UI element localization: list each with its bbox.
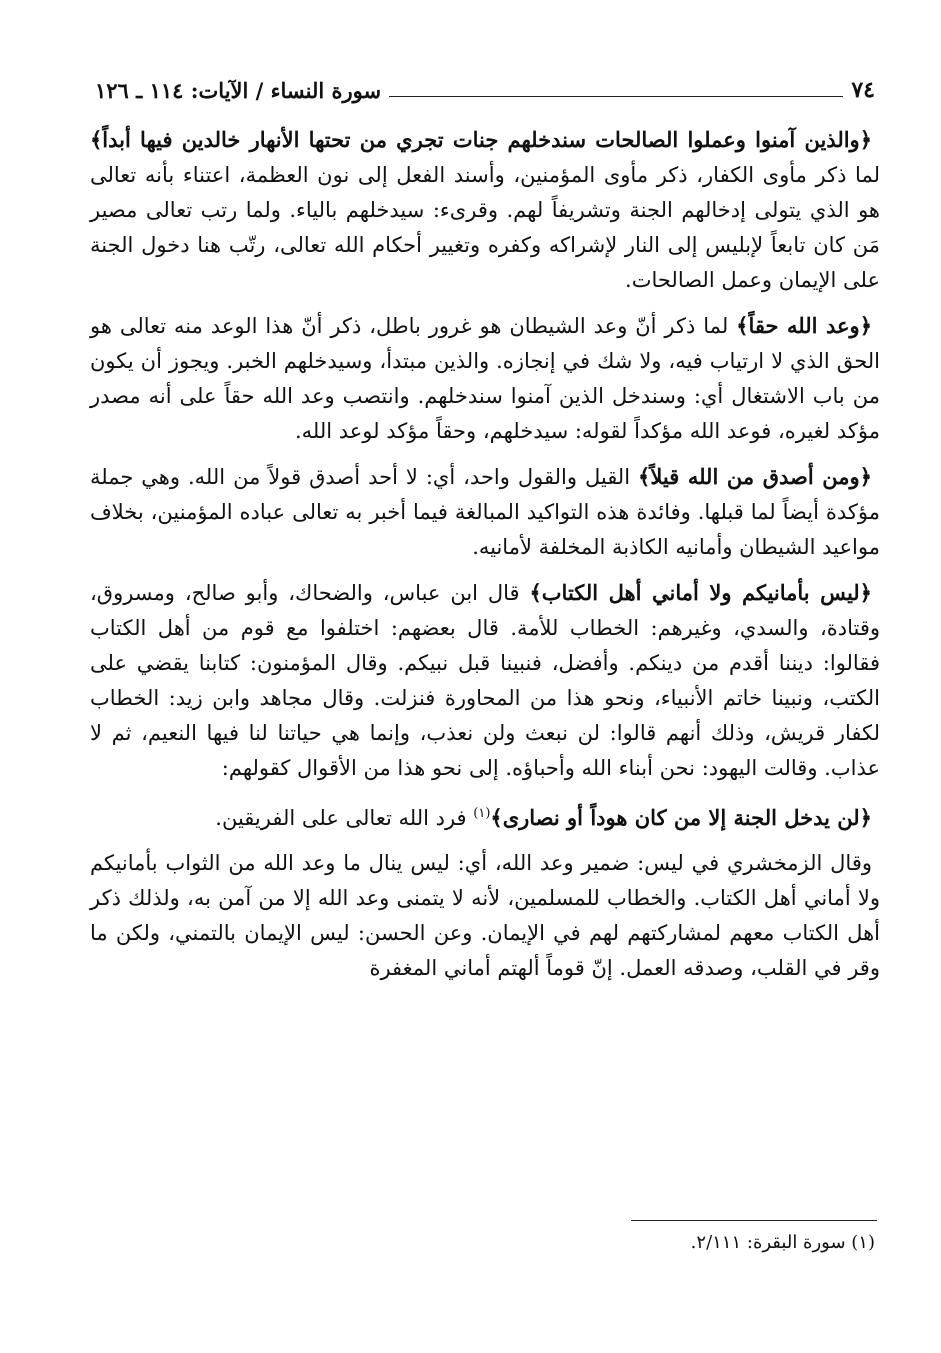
paragraph-2 [90,308,880,449]
paragraph-4 [90,575,880,786]
footnote-rule [631,1220,877,1221]
paragraph-text: لما ذكر أنّ وعد الشيطان هو غرور باطل، ذكر أنّ هذا الوعد منه تعالى هو الحق الذي لا ارتياب فيه، ولا شك في إنجازه. والذين مبتدأ، وسيدخلهم الخبر. ويجوز أن يكون من باب الاشتغال أي: وسندخل الذين آمنوا سندخلهم. وانتصب وعد الله حقاً على أنه مصدر مؤكد لغيره، فوعد الله مؤكداً لقوله: سيدخلهم، وحقاً مؤكد لوعد الله. [90,314,880,443]
page-header [95,70,875,110]
quran-quote: ﴿وعد الله حقاً﴾ [736,313,872,338]
quran-quote: ﴿ومن أصدق من الله قيلاً﴾ [638,464,872,489]
quran-quote: ﴿والذين آمنوا وعملوا الصالحات سندخلهم جنات تجري من تحتها الأنهار خالدين فيها أبداً﴾ [90,127,872,152]
page-number: ٧٤ [851,77,875,103]
running-title: سورة النساء / الآيات: ١١٤ ـ ١٢٦ [95,77,382,103]
paragraph-1 [90,122,880,298]
paragraph-text: لما ذكر مأوى الكفار، ذكر مأوى المؤمنين، وأسند الفعل إلى نون العظمة، اعتناء بأنه تعالى هو الذي يتولى إدخالهم الجنة وتشريفاً لهم. وقرىء: سيدخلهم بالياء. ولما رتب تعالى مصير مَن كان تابعاً لإبليس إلى النار لإشراكه وكفره وتغيير أحكام الله تعالى، رتّب هنا دخول الجنة على الإيمان وعمل الصالحات. [90,163,880,292]
paragraph-text: فرد الله تعالى على الفريقين. [215,806,474,830]
paragraph-3 [90,459,880,565]
paragraph-5 [90,796,880,836]
header-rule [389,84,843,97]
paragraph-6 [90,846,880,986]
footnote: (١) سورة البقرة: ٢/١١١. [690,1232,875,1253]
page-body [90,122,880,986]
quran-quote: ﴿لن يدخل الجنة إلا من كان هوداً أو نصارى﴾ [490,805,872,830]
paragraph-text: قال ابن عباس، والضحاك، وأبو صالح، ومسروق، وقتادة، والسدي، وغيرهم: الخطاب للأمة. قال بعضهم: اختلفوا مع قوم من أهل الكتاب فقالوا: ديننا أقدم من دينكم. وأفضل، فنبينا قبل نبيكم. وقال المؤمنون: كتابنا يقضي على الكتب، ونبينا خاتم الأنبياء، ونحو هذا من المحاورة فنزلت. وقال مجاهد وابن زيد: الخطاب لكفار قريش، وذلك أنهم قالوا: لن نبعث ولن نعذب، وإنما هي حياتنا لنا فيها النعيم، ثم لا عذاب. وقالت اليهود: نحن أبناء الله وأحباؤه. إلى نحو هذا من الأقوال كقولهم: [90,581,880,780]
footnote-ref: (١) [473,806,491,821]
quran-quote: ﴿ليس بأمانيكم ولا أماني أهل الكتاب﴾ [529,580,872,605]
paragraph-text: القيل والقول واحد، أي: لا أحد أصدق قولاً من الله. وهي جملة مؤكدة أيضاً لما قبلها. وفائدة هذه التواكيد المبالغة فيما أخبر به تعالى عباده المؤمنين، بخلاف مواعيد الشيطان وأمانيه الكاذبة المخلفة لأمانيه. [90,465,880,559]
paragraph-text: وقال الزمخشري في ليس: ضمير وعد الله، أي: ليس ينال ما وعد الله من الثواب بأمانيكم ولا أماني أهل الكتاب. والخطاب للمسلمين، لأنه لا يتمنى وعد الله إلا من آمن به، ولذلك ذكر أهل الكتاب معهم لمشاركتهم لهم في الإيمان. وعن الحسن: ليس الإيمان بالتمني، ولكن ما وقر في القلب، وصدقه العمل. إنّ قوماً ألهتم أماني المغفرة [90,851,880,980]
